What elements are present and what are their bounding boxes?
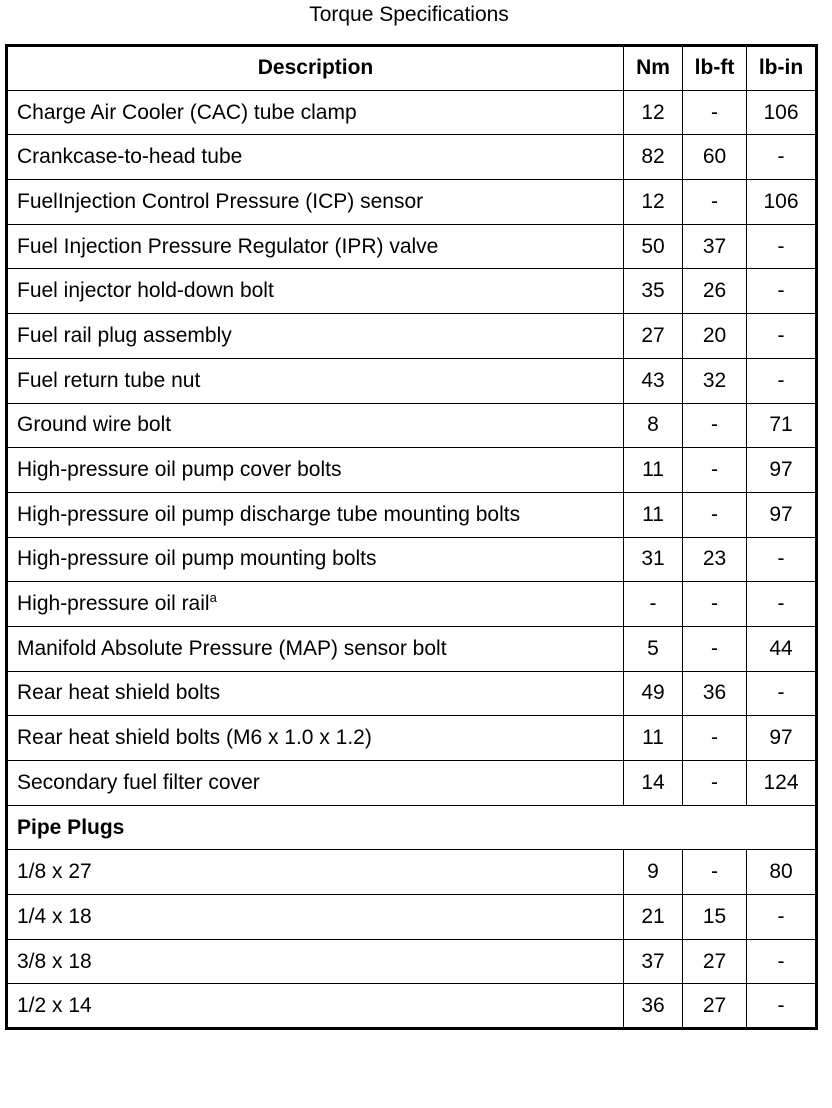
lb-ft-cell: -: [683, 761, 747, 806]
lb-ft-cell: -: [683, 582, 747, 627]
nm-cell: 50: [624, 224, 683, 269]
table-row: [7, 716, 817, 761]
lb-in-cell: 97: [747, 492, 817, 537]
nm-cell: 12: [624, 180, 683, 225]
lb-in-cell: 106: [747, 180, 817, 225]
lb-in-cell: -: [747, 537, 817, 582]
lb-in-cell: 97: [747, 716, 817, 761]
torque-table: [5, 44, 818, 1030]
lb-in-cell: -: [747, 358, 817, 403]
lb-in-cell: -: [747, 269, 817, 314]
table-row: [7, 761, 817, 806]
table-row: [7, 314, 817, 359]
lb-ft-cell: 20: [683, 314, 747, 359]
description-cell: High-pressure oil pump discharge tube mounting bolts: [7, 492, 624, 537]
lb-ft-cell: -: [683, 90, 747, 135]
lb-ft-cell: -: [683, 448, 747, 493]
lb-ft-cell: 36: [683, 671, 747, 716]
document-title: Torque Specifications: [309, 3, 509, 26]
table-row: [7, 984, 817, 1029]
lb-ft-cell: -: [683, 716, 747, 761]
nm-cell: -: [624, 582, 683, 627]
lb-ft-cell: -: [683, 850, 747, 895]
section-header-row: [7, 805, 817, 850]
lb-in-cell: 97: [747, 448, 817, 493]
nm-cell: 49: [624, 671, 683, 716]
description-cell: Charge Air Cooler (CAC) tube clamp: [7, 90, 624, 135]
description-cell: Fuel rail plug assembly: [7, 314, 624, 359]
lb-in-cell: 44: [747, 626, 817, 671]
header-row: [7, 46, 817, 91]
nm-cell: 43: [624, 358, 683, 403]
description-cell: [7, 582, 624, 627]
lb-ft-cell: 26: [683, 269, 747, 314]
description-cell: 3/8 x 18: [7, 939, 624, 984]
description-cell: Fuel Injection Pressure Regulator (IPR) valve: [7, 224, 624, 269]
nm-cell: 14: [624, 761, 683, 806]
table-row: [7, 448, 817, 493]
lb-ft-cell: -: [683, 492, 747, 537]
lb-ft-cell: 60: [683, 135, 747, 180]
lb-ft-cell: -: [683, 180, 747, 225]
nm-cell: 36: [624, 984, 683, 1029]
footnote-marker: a: [209, 590, 217, 606]
nm-cell: 37: [624, 939, 683, 984]
lb-ft-cell: -: [683, 403, 747, 448]
description-cell: Ground wire bolt: [7, 403, 624, 448]
description-cell: Manifold Absolute Pressure (MAP) sensor bolt: [7, 626, 624, 671]
nm-cell: 5: [624, 626, 683, 671]
table-row: [7, 626, 817, 671]
lb-ft-cell: 37: [683, 224, 747, 269]
lb-in-cell: -: [747, 135, 817, 180]
description-cell: 1/4 x 18: [7, 895, 624, 940]
header-lb-in: lb-in: [747, 46, 817, 91]
description-cell: Fuel return tube nut: [7, 358, 624, 403]
table-row: [7, 537, 817, 582]
lb-ft-cell: 27: [683, 984, 747, 1029]
description-text: High-pressure oil rail: [17, 592, 210, 616]
description-cell: High-pressure oil pump cover bolts: [7, 448, 624, 493]
table-row: [7, 492, 817, 537]
nm-cell: 8: [624, 403, 683, 448]
lb-ft-cell: -: [683, 626, 747, 671]
description-cell: 1/8 x 27: [7, 850, 624, 895]
table-row: [7, 582, 817, 627]
lb-in-cell: -: [747, 314, 817, 359]
nm-cell: 11: [624, 448, 683, 493]
description-cell: FuelInjection Control Pressure (ICP) sensor: [7, 180, 624, 225]
lb-in-cell: -: [747, 895, 817, 940]
description-cell: Fuel injector hold-down bolt: [7, 269, 624, 314]
lb-in-cell: -: [747, 939, 817, 984]
table-row: [7, 939, 817, 984]
nm-cell: 11: [624, 716, 683, 761]
table-row: [7, 895, 817, 940]
lb-ft-cell: 32: [683, 358, 747, 403]
lb-in-cell: -: [747, 984, 817, 1029]
description-cell: High-pressure oil pump mounting bolts: [7, 537, 624, 582]
nm-cell: 35: [624, 269, 683, 314]
table-row: [7, 671, 817, 716]
nm-cell: 31: [624, 537, 683, 582]
nm-cell: 27: [624, 314, 683, 359]
header-lb-ft: lb-ft: [683, 46, 747, 91]
description-cell: Rear heat shield bolts: [7, 671, 624, 716]
table-row: [7, 358, 817, 403]
section-title-pipe-plugs: Pipe Plugs: [7, 805, 817, 850]
header-nm: Nm: [624, 46, 683, 91]
table-row: [7, 850, 817, 895]
lb-in-cell: 124: [747, 761, 817, 806]
description-cell: Rear heat shield bolts (M6 x 1.0 x 1.2): [7, 716, 624, 761]
nm-cell: 9: [624, 850, 683, 895]
nm-cell: 21: [624, 895, 683, 940]
lb-in-cell: -: [747, 224, 817, 269]
table-row: [7, 269, 817, 314]
lb-in-cell: 71: [747, 403, 817, 448]
nm-cell: 82: [624, 135, 683, 180]
lb-in-cell: 80: [747, 850, 817, 895]
table-row: [7, 224, 817, 269]
nm-cell: 11: [624, 492, 683, 537]
table-row: [7, 135, 817, 180]
lb-in-cell: 106: [747, 90, 817, 135]
description-cell: 1/2 x 14: [7, 984, 624, 1029]
table-row: [7, 90, 817, 135]
nm-cell: 12: [624, 90, 683, 135]
lb-in-cell: -: [747, 582, 817, 627]
lb-ft-cell: 15: [683, 895, 747, 940]
table-row: [7, 403, 817, 448]
lb-ft-cell: 23: [683, 537, 747, 582]
table-row: [7, 180, 817, 225]
description-cell: Secondary fuel filter cover: [7, 761, 624, 806]
lb-in-cell: -: [747, 671, 817, 716]
lb-ft-cell: 27: [683, 939, 747, 984]
description-cell: Crankcase-to-head tube: [7, 135, 624, 180]
header-description: Description: [7, 46, 624, 91]
